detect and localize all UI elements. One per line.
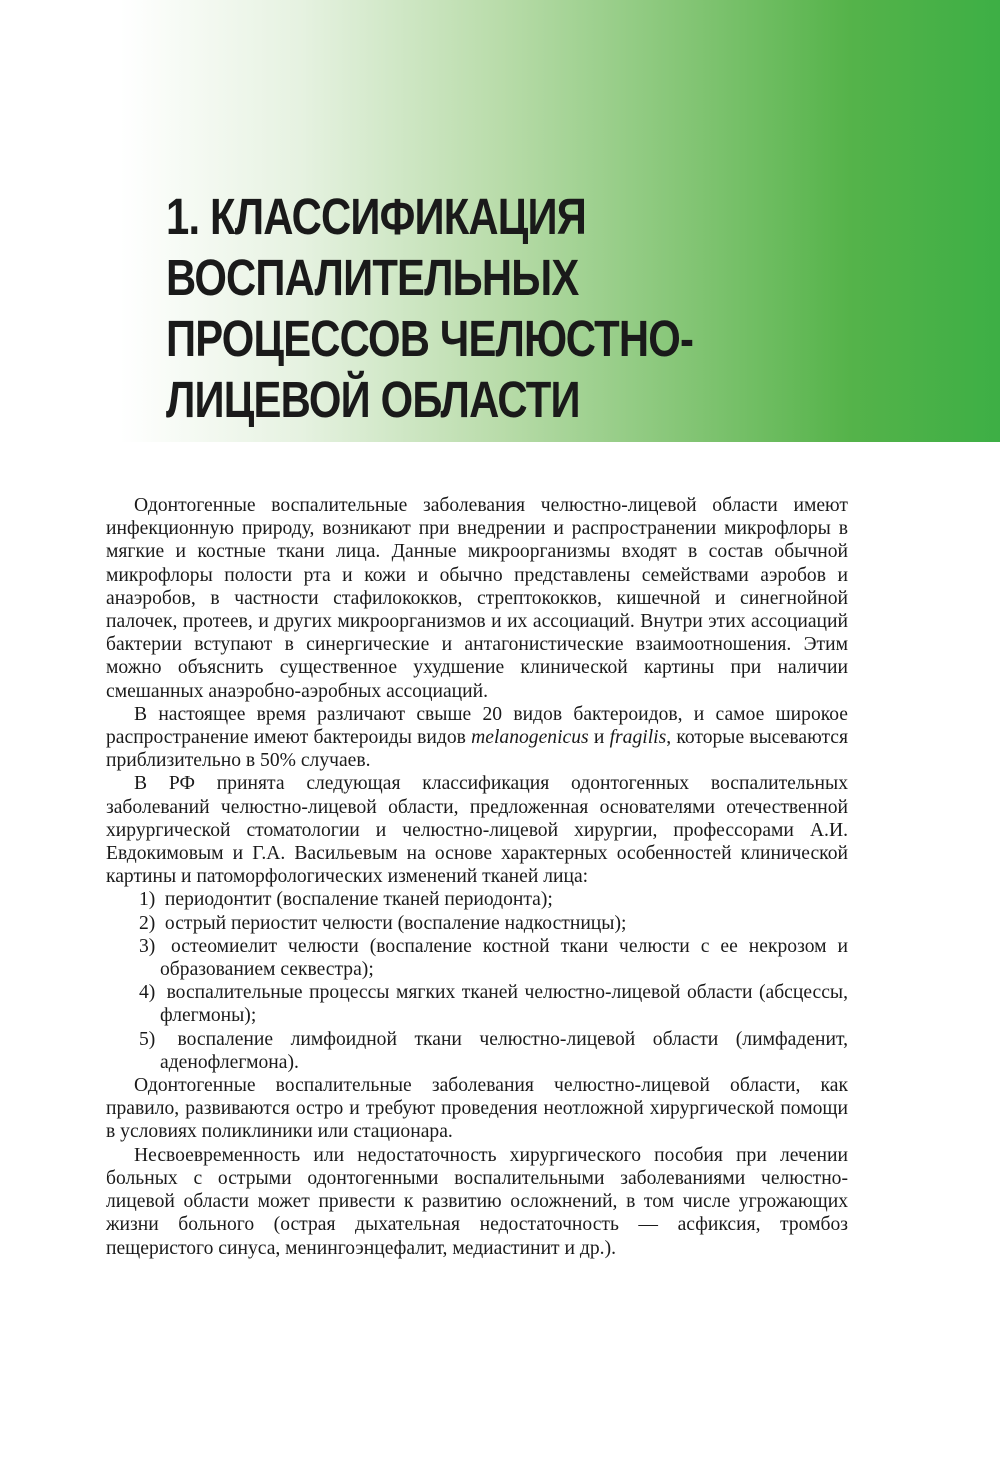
chapter-title-line-3: ПРОЦЕССОВ ЧЕЛЮСТНО- (166, 310, 694, 367)
chapter-title-line-1: 1. КЛАССИФИКАЦИЯ (166, 188, 587, 245)
list-item (106, 935, 848, 981)
list-item (106, 888, 848, 911)
paragraph-5: Несвоевременность или недостаточность хирургического пособия при лечении больных с острыми одонтогенными воспалительными заболеваниями челюстно-лицевой области может привести к развитию осложнений, в том числе угрожающих жизни больного (острая дыхательная недостаточность — асфиксия, тромбоз пещеристого синуса, менингоэнцефалит, медиастинит и др.). (106, 1144, 848, 1259)
body-text (106, 494, 848, 1260)
species-fragilis: fragilis (609, 727, 667, 749)
chapter-title-line-2: ВОСПАЛИТЕЛЬНЫХ (166, 249, 579, 306)
paragraph-2-part-a: В настоящее время различают свыше 20 видов бактероидов, и самое широкое распространение имеют бактероиды видов (106, 703, 848, 749)
paragraph-2 (106, 703, 848, 773)
list-item (106, 912, 848, 935)
list-item-text: остеомиелит челюсти (воспаление костной ткани челюсти с ее некрозом и образованием секвестра); (160, 935, 848, 981)
list-item-number: 5) (139, 1028, 156, 1050)
list-item-text: воспалительные процессы мягких тканей челюстно-лицевой области (абсцессы, флегмоны); (160, 982, 848, 1027)
list-item (106, 981, 848, 1027)
list-item (106, 1028, 848, 1074)
list-item-number: 4) (139, 982, 156, 1004)
paragraph-2-part-b: и (588, 727, 610, 749)
chapter-title (166, 186, 740, 430)
paragraph-2-part-c: , которые высеваются приблизительно в 50% случаев. (106, 727, 848, 772)
paragraph-4: Одонтогенные воспалительные заболевания челюстно-лицевой области, как правило, развиваются остро и требуют проведения неотложной хирургической помощи в условиях поликлиники или стационара. (106, 1075, 848, 1143)
list-item-text: периодонтит (воспаление тканей периодонта); (164, 889, 553, 911)
list-item-text: воспаление лимфоидной ткани челюстно-лицевой области (лимфаденит, аденофлегмона). (160, 1028, 848, 1073)
list-item-number: 3) (139, 935, 156, 957)
paragraph-3: В РФ принята следующая классификация одонтогенных воспалительных заболеваний челюстно-лицевой области, предложенная основателями отечественной хирургической стоматологии и челюстно-лицевой хирургии, профессорами А.И. Евдокимовым и Г.А. Васильевым на основе характерных особенностей клинической картины и патоморфологических изменений тканей лица: (106, 773, 848, 888)
chapter-title-line-4: ЛИЦЕВОЙ ОБЛАСТИ (166, 371, 580, 428)
list-item-text: острый периостит челюсти (воспаление надкостницы); (164, 912, 627, 934)
classification-list (106, 888, 848, 1074)
paragraph-1: Одонтогенные воспалительные заболевания челюстно-лицевой области имеют инфекционную природу, возникают при внедрении и распространении микрофлоры в мягкие и костные ткани лица. Данные микроорганизмы входят в состав обычной микрофлоры полости рта и кожи и обычно представлены семействами аэробов и анаэробов, в частности стафилококков, стрептококков, кишечной и синегнойной палочек, протеев, и других микроорганизмов и их ассоциаций. Внутри этих ассоциаций бактерии вступают в синергические и антагонистические взаимоотношения. Этим можно объяснить существенное ухудшение клинической картины при наличии смешанных анаэробно-аэробных ассоциаций. (106, 495, 848, 702)
species-melanogenicus: melanogenicus (471, 727, 589, 749)
list-item-number: 2) (139, 912, 156, 934)
list-item-number: 1) (139, 889, 156, 911)
